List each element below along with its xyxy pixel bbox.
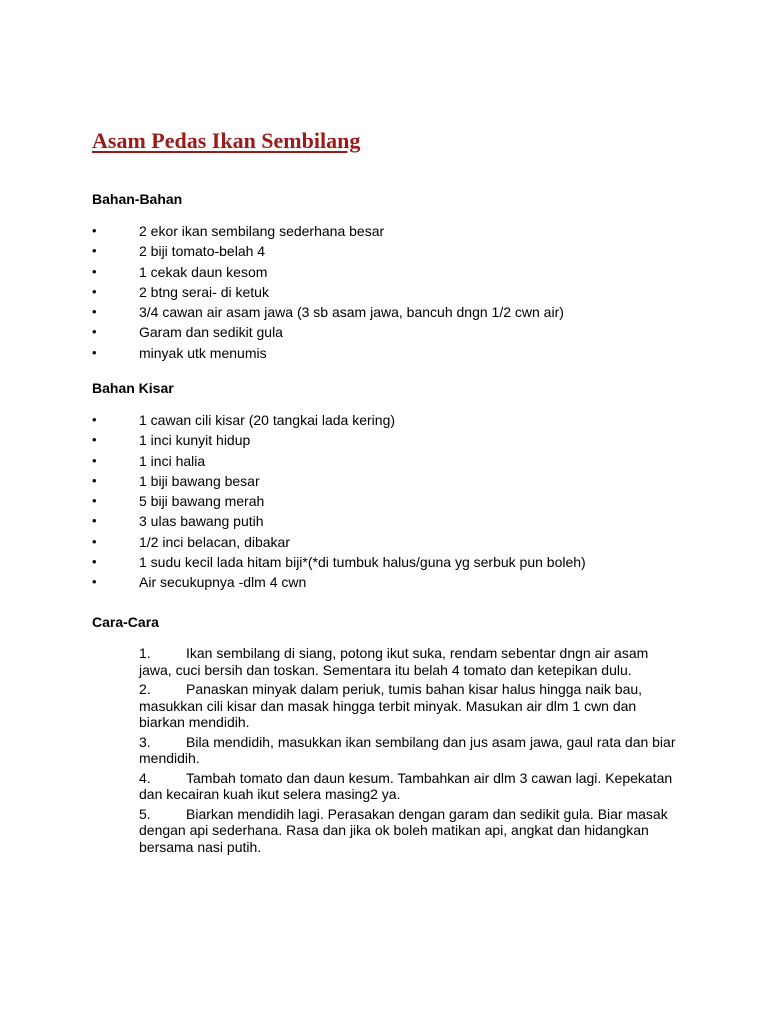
list-item (92, 282, 732, 302)
bullet-icon: • (92, 432, 97, 448)
step-number: 1. (139, 645, 151, 661)
bullet-icon: • (92, 263, 97, 279)
list-item-text: 1 biji bawang besar (139, 472, 260, 489)
list-item-text: 3 ulas bawang putih (139, 513, 264, 530)
section-heading-kisar: Bahan Kisar (92, 380, 174, 396)
list-item (92, 262, 732, 282)
list-item-text: 1 sudu kecil lada hitam biji*(*di tumbuk halus/guna yg serbuk pun boleh) (139, 554, 586, 571)
bullet-icon: • (92, 324, 97, 340)
list-item (92, 532, 732, 552)
bullet-icon: • (92, 304, 97, 320)
bullet-icon: • (92, 412, 97, 427)
step-item (139, 806, 679, 856)
list-item (92, 241, 732, 261)
ingredient-list-kisar (92, 410, 732, 593)
bullet-icon: • (92, 554, 97, 570)
step-number: 2. (139, 681, 151, 697)
step-text: Ikan sembilang di siang, potong ikut suka, rendam sebentar dngn air asam jawa, cuci bersih dan toskan. Sementara itu belah 4 tomato dan ketepikan dulu. (139, 645, 649, 678)
list-item (92, 302, 732, 322)
step-number: 3. (139, 733, 151, 750)
bullet-icon: • (92, 223, 97, 238)
bullet-icon: • (92, 513, 97, 529)
list-item (92, 451, 732, 471)
section-heading-cara: Cara-Cara (92, 614, 159, 630)
list-item-text: Air secukupnya -dlm 4 cwn (139, 574, 307, 591)
list-item (92, 491, 732, 511)
section-heading-bahan: Bahan-Bahan (92, 191, 183, 207)
list-item (92, 471, 732, 491)
step-item (139, 770, 679, 803)
list-item (92, 511, 732, 531)
bullet-icon: • (92, 574, 97, 590)
list-item-text: 1 cekak daun kesom (139, 263, 268, 280)
ingredient-list-bahan (92, 221, 732, 363)
list-item-text: 2 btng serai- di ketuk (139, 283, 269, 300)
step-text: Biarkan mendidih lagi. Perasakan dengan garam dan sedikit gula. Biar masak dengan api sederhana. Rasa dan jika ok boleh matikan api, angkat dan hidangkan bersama nasi putih. (139, 805, 668, 855)
list-item-text: 1/2 inci belacan, dibakar (139, 533, 290, 550)
list-item (92, 572, 732, 592)
step-number: 4. (139, 769, 151, 786)
list-item-text: minyak utk menumis (139, 344, 267, 361)
bullet-icon: • (92, 472, 97, 488)
step-text: Bila mendidih, masukkan ikan sembilang dan jus asam jawa, gaul rata dan biar mendidih. (139, 733, 676, 766)
list-item-text: 1 inci halia (139, 452, 206, 469)
list-item-text: 3/4 cawan air asam jawa (3 sb asam jawa, bancuh dngn 1/2 cwn air) (139, 304, 564, 321)
step-item (139, 681, 679, 731)
bullet-icon: • (92, 344, 97, 360)
bullet-icon: • (92, 243, 97, 259)
bullet-icon: • (92, 533, 97, 549)
list-item-text: 2 ekor ikan sembilang sederhana besar (139, 223, 385, 239)
page-title: Asam Pedas Ikan Sembilang (92, 128, 361, 153)
step-text: Tambah tomato dan daun kesum. Tambahkan air dlm 3 cawan lagi. Kepekatan dan kecairan kuah ikut selera masing2 ya. (139, 769, 673, 802)
step-item (139, 645, 679, 678)
list-item (92, 552, 732, 572)
list-item (92, 410, 732, 430)
list-item-text: 1 cawan cili kisar (20 tangkai lada kering) (139, 412, 396, 428)
list-item (92, 430, 732, 450)
list-item (92, 322, 732, 342)
list-item-text: Garam dan sedikit gula (139, 324, 283, 341)
bullet-icon: • (92, 452, 97, 468)
list-item (92, 221, 732, 241)
bullet-icon: • (92, 493, 97, 509)
list-item-text: 2 biji tomato-belah 4 (139, 243, 266, 260)
list-item-text: 1 inci kunyit hidup (139, 432, 251, 449)
steps-list (139, 645, 679, 858)
list-item (92, 343, 732, 363)
step-item (139, 734, 679, 767)
list-item-text: 5 biji bawang merah (139, 493, 265, 510)
step-text: Panaskan minyak dalam periuk, tumis bahan kisar halus hingga naik bau, masukkan cili kisar dan masak hingga terbit minyak. Masukan air dlm 1 cwn dan biarkan mendidih. (139, 681, 643, 730)
bullet-icon: • (92, 283, 97, 299)
step-number: 5. (139, 805, 151, 822)
